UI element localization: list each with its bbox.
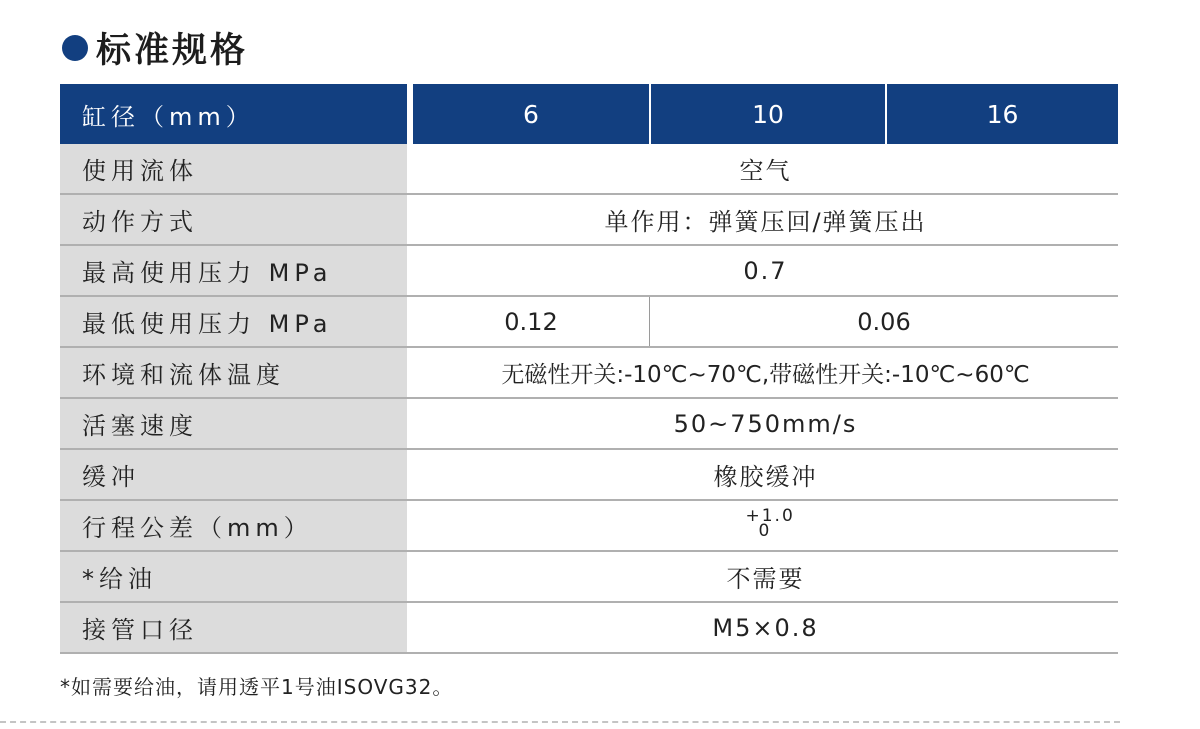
- table-header-row: [60, 84, 1118, 144]
- size-10: 10: [649, 84, 885, 144]
- section-title: [62, 26, 248, 70]
- row-value: 橡胶缓冲: [713, 463, 818, 491]
- row-value: 0.12: [504, 307, 558, 336]
- table-row: [60, 144, 1118, 195]
- header-label: 缸径（mm）: [60, 84, 407, 144]
- section-title-text: 标准规格: [96, 31, 249, 71]
- table-row: [60, 195, 1118, 246]
- row-value: 0.06: [649, 297, 1118, 346]
- bullet-icon: [62, 35, 88, 61]
- row-value: 空气: [739, 157, 792, 185]
- footnote: *如需要给油，请用透平1号油ISOVG32。: [60, 675, 454, 699]
- table-row: [60, 450, 1118, 501]
- dashed-divider: [0, 721, 1120, 723]
- row-label: 最高使用压力 MPa: [60, 246, 407, 295]
- table-row: [60, 399, 1118, 450]
- spec-table: [60, 84, 1118, 654]
- row-label: 接管口径: [60, 603, 407, 652]
- tolerance-upper: +1.0: [745, 505, 795, 526]
- table-row: [60, 348, 1118, 399]
- table-row: [60, 246, 1118, 297]
- row-label: 行程公差（mm）: [60, 501, 407, 550]
- tolerance-lower: 0: [758, 520, 772, 541]
- size-6: 6: [413, 84, 649, 144]
- table-row: [60, 297, 1118, 348]
- row-label: 活塞速度: [60, 399, 407, 448]
- table-row: [60, 552, 1118, 603]
- row-label: 缓冲: [60, 450, 407, 499]
- row-label: 环境和流体温度: [60, 348, 407, 397]
- row-value: 50~750mm/s: [673, 409, 858, 438]
- row-value: M5×0.8: [712, 613, 819, 642]
- row-value: 单作用：弹簧压回/弹簧压出: [604, 208, 927, 236]
- table-row: [60, 501, 1118, 552]
- row-value: 不需要: [726, 565, 805, 593]
- row-value: 0.7: [743, 256, 788, 285]
- row-value: [413, 501, 1118, 550]
- row-label: *给油: [60, 552, 407, 601]
- row-value: 无磁性开关:-10℃~70℃,带磁性开关:-10℃~60℃: [501, 362, 1030, 388]
- tolerance-value: [745, 505, 795, 546]
- row-label: 动作方式: [60, 195, 407, 244]
- row-label: 使用流体: [60, 144, 407, 193]
- table-row: [60, 603, 1118, 654]
- size-16: 16: [885, 84, 1118, 144]
- row-label: 最低使用压力 MPa: [60, 297, 407, 346]
